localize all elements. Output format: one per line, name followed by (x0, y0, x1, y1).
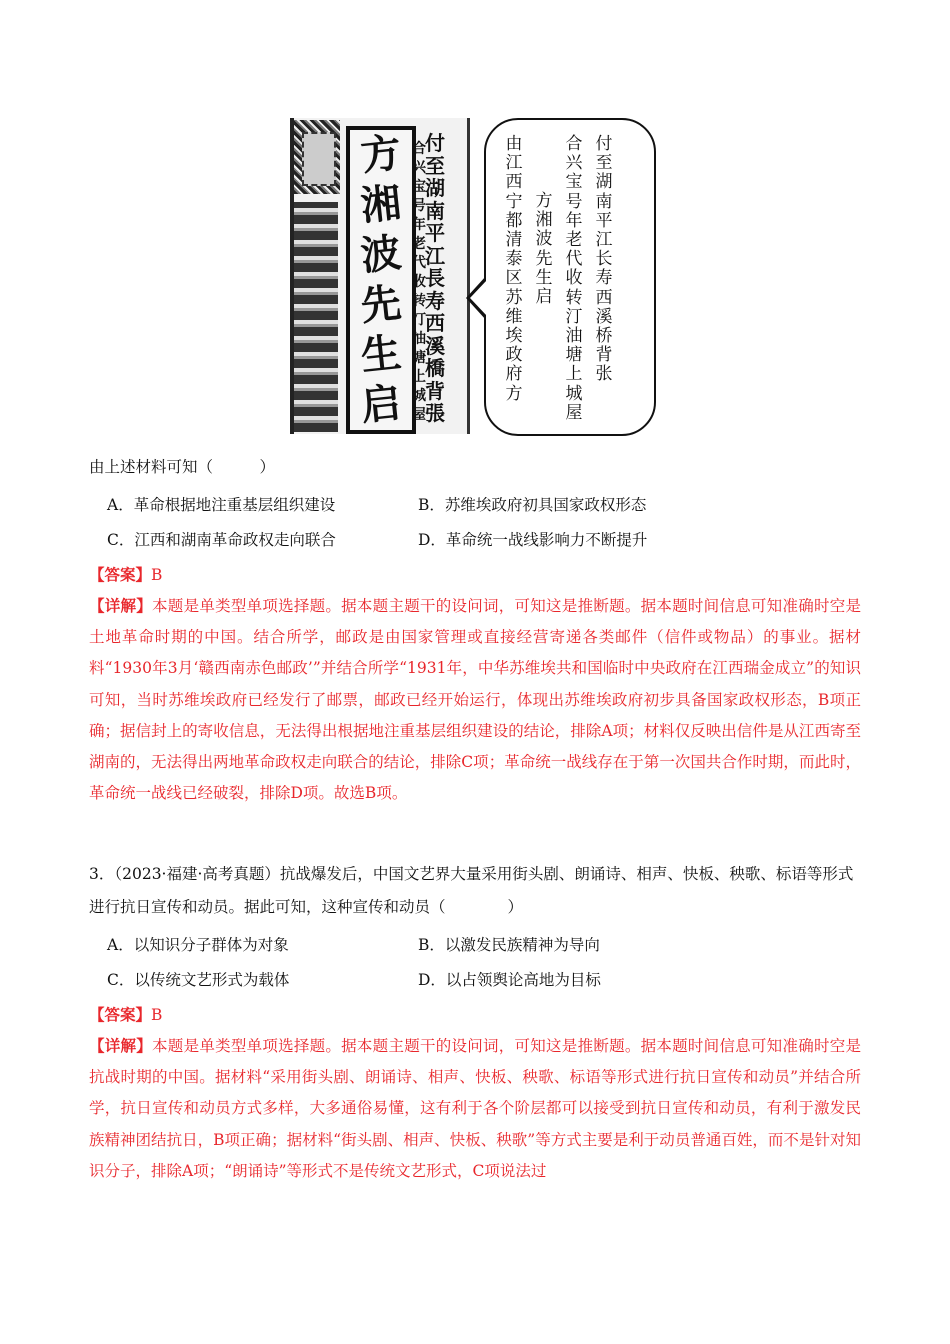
addressee-char: 方 (358, 129, 404, 180)
answer-tag: 【答案】 (89, 565, 152, 584)
q2-option-b: B．苏维埃政府初具国家政权形态 (418, 496, 647, 514)
q3-option-d: D．以占领舆论高地为目标 (418, 971, 601, 989)
q3-answer (89, 1003, 162, 1025)
envelope-image (290, 118, 470, 434)
bubble-line-4: 由江西宁都清泰区苏维埃政府方 (505, 134, 523, 404)
addressee-char: 启 (358, 379, 404, 430)
sender-handwriting-picture (294, 202, 338, 432)
bubble-line-3: 方湘波先生启 (535, 191, 553, 308)
detail-tag: 【详解】 (89, 1036, 153, 1055)
q2-option-d: D．革命统一战线影响力不断提升 (418, 531, 648, 549)
answer-value: B (151, 566, 163, 584)
addressee-char: 波 (358, 229, 404, 280)
addressee-char: 生 (358, 329, 404, 380)
q3-option-a: A．以知识分子群体为对象 (107, 936, 289, 954)
q2-stem: 由上述材料可知（ ） (89, 458, 276, 476)
answer-tag: 【答案】 (89, 1005, 152, 1024)
q2-option-a: A．革命根据地注重基层组织建设 (107, 496, 336, 514)
detail-tag: 【详解】 (89, 596, 153, 615)
addressee-box (346, 126, 416, 434)
detail-text: 本题是单类型单项选择题。据本题主题干的设问词，可知这是推断题。据本题时间信息可知准确时空是抗战时期的中国。据材料“采用街头剧、朗诵诗、相声、快板、秧歌、标语等形式进行抗日宣传和动员”并结合所学，抗日宣传和动员方式多样，大多通俗易懂，这有利于各个阶层都可以接受到抗日宣传和动员，有利于激发民族精神团结抗日，B项正确；据材料“街头剧、相声、快板、秧歌”等方式主要是利于动员普通百姓，而不是针对知识分子，排除A项；“朗诵诗”等形式不是传统文艺形式，C项说法过 (89, 1037, 861, 1180)
detail-text: 本题是单类型单项选择题。据本题主题干的设问词，可知这是推断题。据本题时间信息可知准确时空是土地革命时期的中国。结合所学，邮政是由国家管理或直接经营寄递各类邮件（信件或物品）的事业。据材料“1930年3月‘赣西南赤色邮政’”并结合所学“1931年，中华苏维埃共和国临时中央政府在江西瑞金成立”的知识可知，当时苏维埃政府已经发行了邮票，邮政已经开始运行，体现出苏维埃政府初步具备国家政权形态，B项正确；据信封上的寄收信息，无法得出根据地注重基层组织建设的结论，排除A项；材料仅反映出信件是从江西寄至湖南的，无法得出两地革命政权走向联合的结论，排除C项；革命统一战线存在于第一次国共合作时期，而此时，革命统一战线已经破裂，排除D项。故选B项。 (89, 597, 861, 803)
envelope-address-col-1: 付 至 湖 南 平 江 長 寿 西 溪 橋 背 張 (425, 131, 445, 425)
q3-option-c: C．以传统文艺形式为载体 (107, 971, 290, 989)
addressee-char: 湘 (358, 179, 404, 230)
answer-value: B (151, 1006, 163, 1024)
q3-option-b: B．以激发民族精神为导向 (418, 936, 600, 954)
q3-stem: 3．（2023·福建·高考真题）抗战爆发后，中国文艺界大量采用街头剧、朗诵诗、相声、快板、秧歌、标语等形式进行抗日宣传和动员。据此可知，这种宣传和动员（ ） (89, 865, 854, 916)
q2-answer (89, 563, 162, 585)
q2-option-c: C．江西和湖南革命政权走向联合 (107, 531, 336, 549)
stamp-picture (294, 120, 340, 194)
envelope-figure (290, 118, 662, 436)
addressee-char: 先 (358, 279, 404, 330)
q3-detail (89, 1030, 861, 1187)
q2-detail (89, 590, 861, 809)
bubble-line-2: 合兴宝号年老代收转汀油塘上城屋 (565, 134, 583, 423)
envelope-address-col-2: 合 兴 宝 号 年 老 代 收 转 汀 油 塘 上 城 屋 (412, 141, 426, 423)
bubble-line-1: 付至湖南平江长寿西溪桥背张 (595, 134, 613, 385)
